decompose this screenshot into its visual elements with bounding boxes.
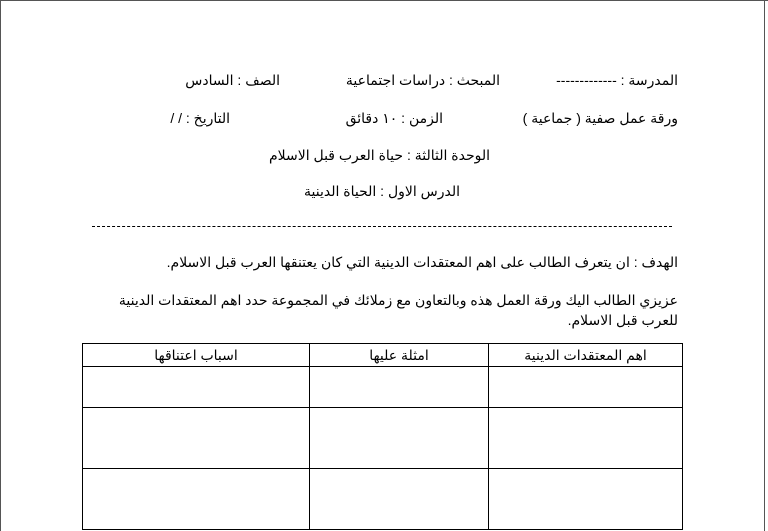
header-reasons: اسباب اعتناقها — [83, 344, 310, 367]
subject-field: المبحث : دراسات اجتماعية — [345, 72, 500, 88]
table-cell[interactable] — [310, 367, 489, 408]
page-border-right — [764, 0, 765, 531]
grade-field: الصف : السادس — [185, 72, 280, 88]
table-cell[interactable] — [83, 469, 310, 530]
table-cell[interactable] — [83, 408, 310, 469]
table-cell[interactable] — [83, 367, 310, 408]
header-examples: امثلة عليها — [310, 344, 489, 367]
table-row — [83, 367, 683, 408]
school-field: المدرسة : ------------- — [556, 72, 678, 88]
table-cell[interactable] — [489, 367, 683, 408]
table-row — [83, 469, 683, 530]
instruction-text: عزيزي الطالب اليك ورقة العمل هذه وبالتعاون مع زملائك في المجموعة حدد اهم المعتقدات الدينية للعرب قبل الاسلام. — [118, 292, 678, 328]
table-row — [83, 408, 683, 469]
date-field: التاريخ : / / — [170, 110, 230, 126]
table-cell[interactable] — [310, 469, 489, 530]
table-cell[interactable] — [310, 408, 489, 469]
page-border-top — [0, 0, 768, 1]
unit-title: الوحدة الثالثة : حياة العرب قبل الاسلام — [268, 147, 490, 163]
table-header-row — [83, 344, 683, 367]
section-divider — [92, 226, 672, 227]
table-cell[interactable] — [489, 469, 683, 530]
time-field: الزمن : ١٠ دقائق — [345, 110, 443, 126]
page-border-left — [0, 0, 1, 531]
header-beliefs: اهم المعتقدات الدينية — [489, 344, 683, 367]
table-cell[interactable] — [489, 408, 683, 469]
lesson-title: الدرس الاول : الحياة الدينية — [304, 183, 460, 199]
beliefs-table — [82, 343, 683, 530]
goal-text: الهدف : ان يتعرف الطالب على اهم المعتقدات الدينية التي كان يعتنقها العرب قبل الاسلام. — [166, 254, 678, 270]
worksheet-type: ورقة عمل صفية ( جماعية ) — [522, 110, 678, 126]
